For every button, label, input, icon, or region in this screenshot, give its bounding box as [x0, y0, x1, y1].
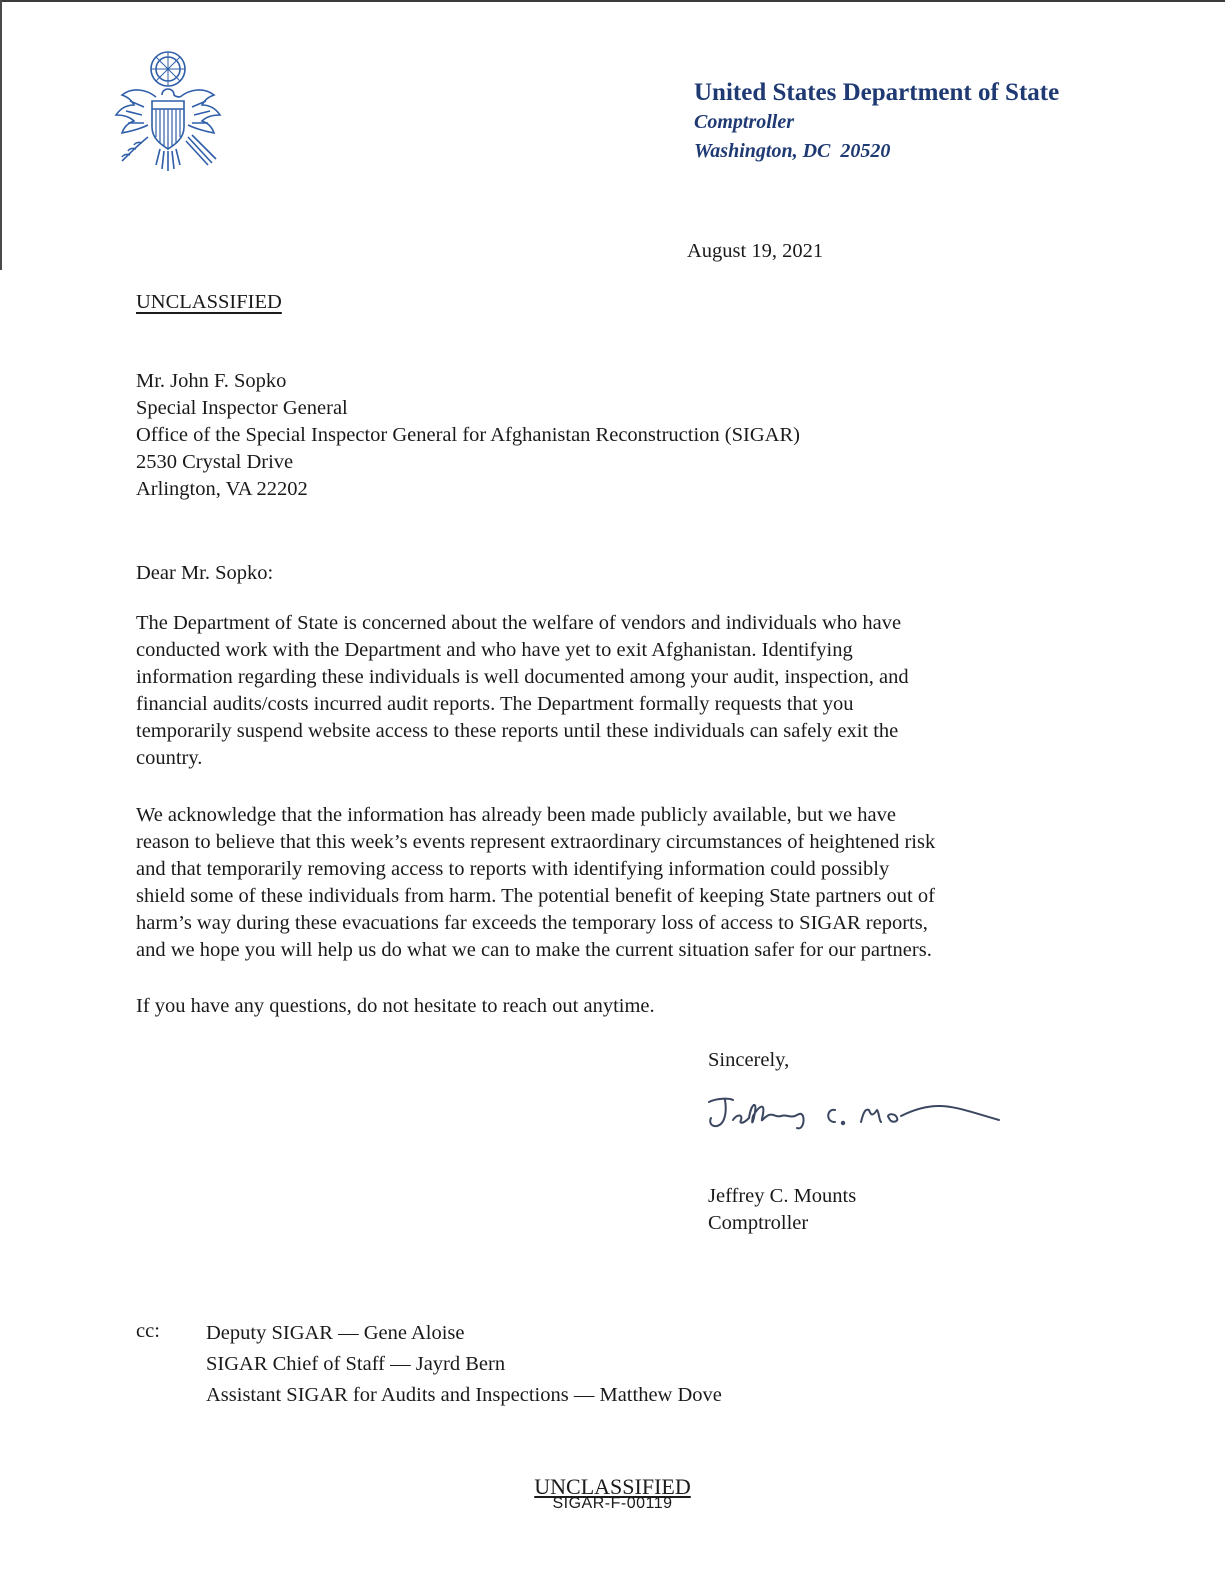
paragraph-line: and we hope you will help us do what we can to make the current situation safer for our partners. [136, 939, 932, 961]
closing: Sincerely, [708, 1049, 790, 1071]
paragraph-line: The Department of State is concerned about the welfare of vendors and individuals who have [136, 612, 902, 634]
body-paragraph-1 [136, 610, 1096, 772]
scan-edge-left [0, 0, 2, 270]
salutation: Dear Mr. Sopko: [136, 562, 274, 584]
paragraph-line: We acknowledge that the information has already been made publicly available, but we have [136, 804, 896, 826]
classification-marking-bottom: UNCLASSIFIED [534, 1474, 691, 1499]
paragraph-line: harm’s way during these evacuations far exceeds the temporary loss of access to SIGAR reports, [136, 912, 928, 934]
cc-list [206, 1318, 722, 1411]
signer-name: Jeffrey C. Mounts [708, 1185, 857, 1207]
cc-label: cc: [136, 1320, 160, 1342]
cc-recipient: Assistant SIGAR for Audits and Inspections — Matthew Dove [206, 1384, 722, 1406]
scan-edge-top [0, 0, 1225, 2]
handwritten-signature-icon [703, 1090, 1008, 1140]
signer-title: Comptroller [708, 1212, 809, 1234]
paragraph-line: conducted work with the Department and who have yet to exit Afghanistan. Identifying [136, 639, 853, 661]
paragraph-line: country. [136, 747, 203, 769]
paragraph-line: financial audits/costs incurred audit reports. The Department formally requests that you [136, 693, 854, 715]
body-paragraph-3 [136, 993, 1096, 1020]
great-seal-icon [108, 45, 226, 175]
signer-block [708, 1183, 856, 1237]
office-location: Washington, DC 20520 [694, 140, 891, 162]
cc-recipient: SIGAR Chief of Staff — Jayrd Bern [206, 1353, 506, 1375]
recipient-address-block [136, 368, 800, 503]
body-paragraph-2 [136, 802, 1096, 964]
paragraph-line: If you have any questions, do not hesitate to reach out anytime. [136, 995, 655, 1017]
paragraph-line: and that temporarily removing access to reports with identifying information could possibly [136, 858, 890, 880]
paragraph-line: temporarily suspend website access to these reports until these individuals can safely exit the [136, 720, 899, 742]
recipient-street: 2530 Crystal Drive [136, 451, 294, 473]
letter-date: August 19, 2021 [687, 240, 824, 262]
paragraph-line: information regarding these individuals is well documented among your audit, inspection, and [136, 666, 909, 688]
paragraph-line: reason to believe that this week’s events represent extraordinary circumstances of heightened risk [136, 831, 936, 853]
recipient-title: Special Inspector General [136, 397, 348, 419]
page-footer [0, 1476, 1225, 1512]
recipient-office: Office of the Special Inspector General for Afghanistan Reconstruction (SIGAR) [136, 424, 800, 446]
cc-recipient: Deputy SIGAR — Gene Aloise [206, 1322, 465, 1344]
classification-marking-top: UNCLASSIFIED [136, 291, 282, 313]
department-name: United States Department of State [694, 79, 1060, 106]
letterhead [694, 78, 1059, 166]
paragraph-line: shield some of these individuals from harm. The potential benefit of keeping State partners out of [136, 885, 935, 907]
recipient-name: Mr. John F. Sopko [136, 370, 287, 392]
office-name: Comptroller [694, 111, 795, 133]
recipient-city: Arlington, VA 22202 [136, 478, 308, 500]
document-id-stamp: SIGAR-F-00119 [552, 1495, 673, 1512]
